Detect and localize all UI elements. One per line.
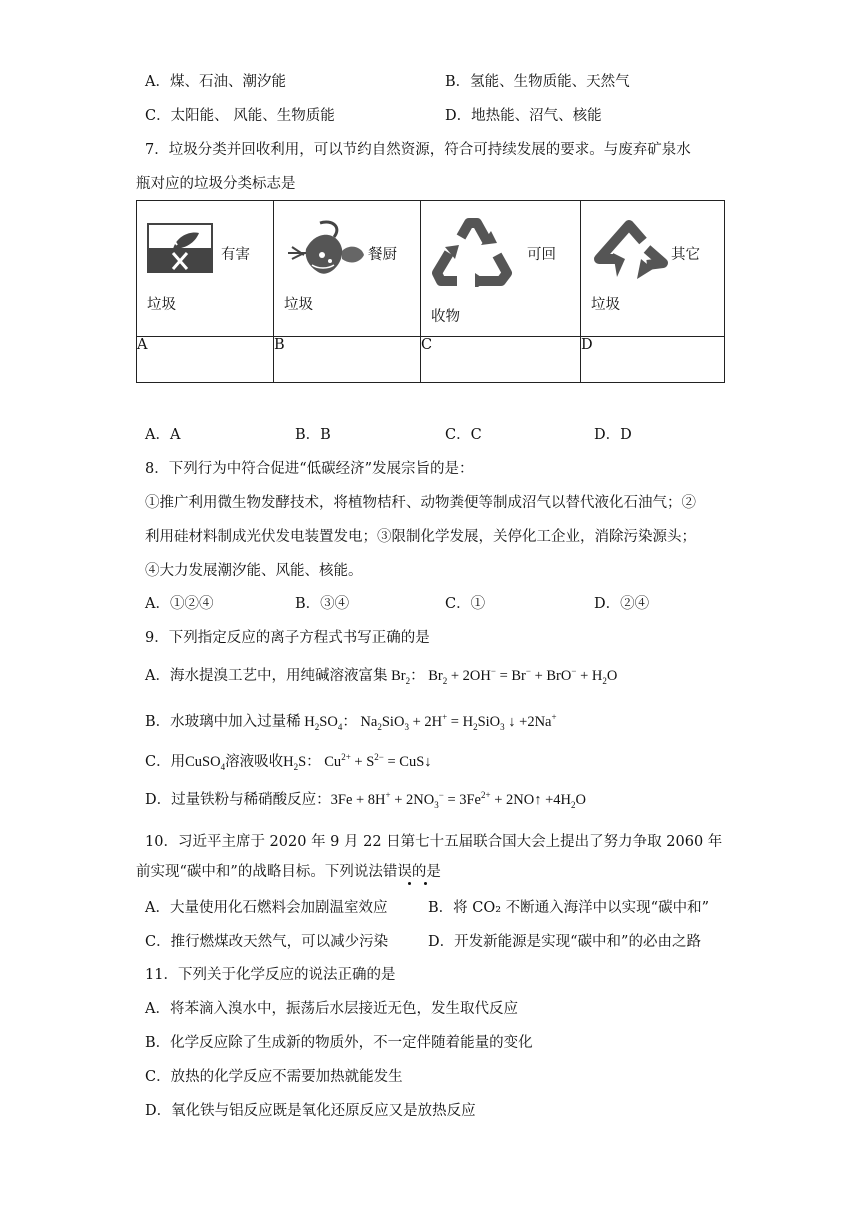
sign-cell-c bbox=[421, 201, 581, 337]
other-waste-icon bbox=[591, 219, 671, 283]
q9-option-b-text: B．水玻璃中加入过量稀 bbox=[145, 714, 301, 730]
q9-option-c-text2: 溶液吸收 bbox=[225, 754, 284, 770]
q10-line1: 10．习近平主席于 2020 年 9 月 22 日第七十五届联合国大会上提出了努力争取 2060 年 bbox=[145, 834, 723, 850]
sign-b-label-bottom: 垃圾 bbox=[284, 297, 313, 313]
emphasis-dot bbox=[408, 882, 411, 885]
q7-option-a: A．A bbox=[145, 427, 181, 443]
q9-option-a-text: A．海水提溴工艺中，用纯碱溶液富集 bbox=[145, 668, 388, 684]
q9-option-c-text1: C．用 bbox=[145, 754, 186, 770]
q9-option-c bbox=[145, 752, 432, 772]
q7-option-c: C．C bbox=[445, 427, 482, 443]
q10-option-b: B．将 CO₂ 不断通入海洋中以实现“碳中和” bbox=[428, 900, 709, 916]
sign-a-label-bottom: 垃圾 bbox=[147, 297, 176, 313]
q8-option-d: D．②④ bbox=[594, 596, 650, 612]
q10-option-c: C．推行燃煤改天然气，可以减少污染 bbox=[145, 934, 389, 950]
q8-option-c: C．① bbox=[445, 596, 486, 612]
sign-c-label-top: 可回 bbox=[527, 247, 556, 263]
q10-line2: 前实现“碳中和”的战略目标。下列说法错误的是 bbox=[136, 864, 441, 880]
q11-option-a: A．将苯滴入溴水中，振荡后水层接近无色，发生取代反应 bbox=[145, 1001, 518, 1017]
q8-option-a: A．①②④ bbox=[145, 596, 214, 612]
q6-option-c: C．太阳能、 风能、生物质能 bbox=[145, 108, 335, 124]
q9-option-b bbox=[145, 712, 557, 732]
q6-option-d: D．地热能、沼气、核能 bbox=[445, 108, 602, 124]
q11-option-d: D．氧化铁与铝反应既是氧化还原反应又是放热反应 bbox=[145, 1103, 476, 1119]
q8-line1: ①推广利用微生物发酵技术，将植物桔秆、动物粪便等制成沼气以替代液化石油气；② bbox=[145, 495, 696, 511]
sign-d-label-top: 其它 bbox=[671, 247, 700, 263]
q9-option-a bbox=[145, 666, 617, 686]
q8-line2: 利用硅材料制成光伏发电装置发电；③限制化学发展，关停化工企业，消除污染源头； bbox=[145, 529, 696, 545]
q9-option-a-equation: $Br_2$： $Br_2 + 2OH^- = Br^- + BrO^- + H_2O$ bbox=[387, 666, 618, 686]
kitchen-waste-icon bbox=[286, 215, 368, 281]
q9-option-d-text: D．过量铁粉与稀硝酸反应： bbox=[145, 792, 331, 808]
sign-b-label-top: 餐厨 bbox=[368, 247, 397, 263]
q6-option-b: B．氢能、生物质能、天然气 bbox=[445, 74, 630, 90]
q6-option-a: A．煤、石油、潮汐能 bbox=[145, 74, 286, 90]
q8-option-b: B．③④ bbox=[295, 596, 350, 612]
sign-cell-b bbox=[274, 201, 421, 337]
q9-option-c-reagent: CuSO$_4$ bbox=[185, 754, 226, 772]
hazardous-waste-icon bbox=[147, 223, 213, 273]
sign-letter-c: C bbox=[421, 337, 581, 383]
q11-stem: 11．下列关于化学反应的说法正确的是 bbox=[145, 967, 396, 983]
emphasis-dot bbox=[424, 882, 427, 885]
sign-cell-a bbox=[137, 201, 274, 337]
sign-cell-d bbox=[581, 201, 725, 337]
waste-sign-table bbox=[136, 200, 725, 383]
q7-option-d: D．D bbox=[594, 427, 632, 443]
recycle-icon bbox=[431, 215, 515, 287]
q11-option-c: C．放热的化学反应不需要加热就能发生 bbox=[145, 1069, 403, 1085]
q10-option-d: D．开发新能源是实现“碳中和”的必由之路 bbox=[428, 934, 701, 950]
q10-option-a: A．大量使用化石燃料会加剧温室效应 bbox=[145, 900, 388, 916]
q8-stem: 8．下列行为中符合促进“低碳经济”发展宗旨的是： bbox=[145, 461, 474, 477]
sign-c-label-bottom: 收物 bbox=[431, 309, 460, 325]
sign-d-label-bottom: 垃圾 bbox=[591, 297, 620, 313]
sign-letter-b: B bbox=[274, 337, 421, 383]
q9-option-c-equation: $H_2S$： $Cu^{2+} + S^{2-}$ = CuS↓ bbox=[283, 752, 432, 772]
q8-line3: ④大力发展潮汐能、风能、核能。 bbox=[145, 563, 363, 579]
sign-a-label-top: 有害 bbox=[221, 247, 250, 263]
q9-stem: 9．下列指定反应的离子方程式书写正确的是 bbox=[145, 630, 430, 646]
q9-option-d-equation: $3Fe + 8H^+ + 2NO_3^- = 3Fe^{2+}$ + 2NO↑ $+4H_2O$ bbox=[330, 790, 586, 810]
sign-letter-a: A bbox=[137, 337, 274, 383]
q7-stem-line2: 瓶对应的垃圾分类标志是 bbox=[136, 176, 296, 192]
sign-letter-d: D bbox=[581, 337, 725, 383]
q9-option-b-equation: $H_2SO_4$： $Na_2SiO_3 + 2H^+ = H_2SiO_3$ ↓ +2Na+ bbox=[300, 712, 557, 732]
q7-option-b: B．B bbox=[295, 427, 331, 443]
q7-stem-line1: 7．垃圾分类并回收利用，可以节约自然资源，符合可持续发展的要求。与废弃矿泉水 bbox=[145, 142, 691, 158]
q11-option-b: B．化学反应除了生成新的物质外，不一定伴随着能量的变化 bbox=[145, 1035, 533, 1051]
q9-option-d bbox=[145, 790, 586, 810]
